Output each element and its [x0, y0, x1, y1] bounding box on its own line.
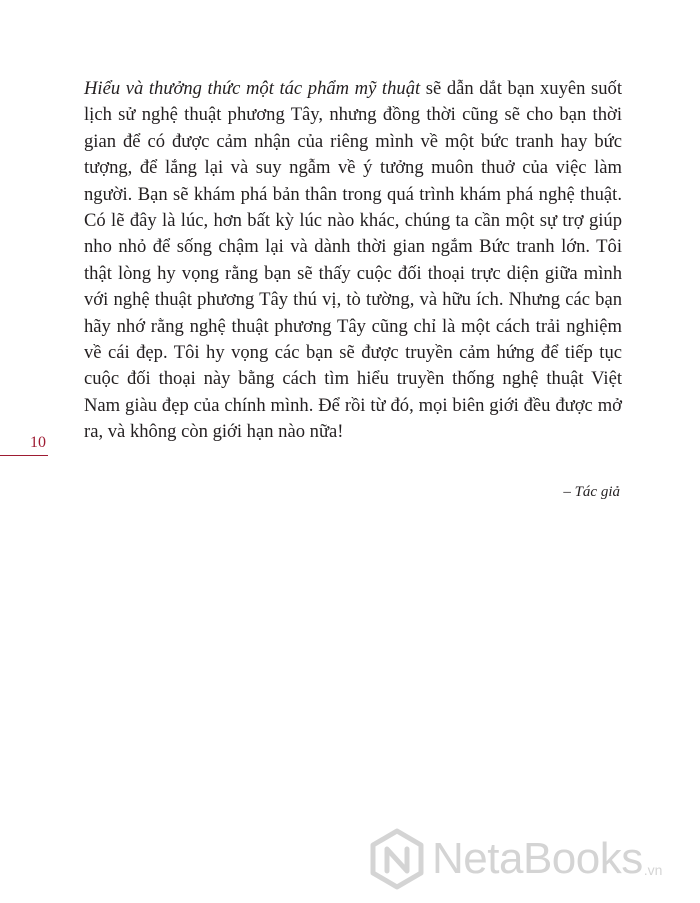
text-line: Hiểu và thưởng thức một tác phẩm mỹ thuật sẽ dẫn dắt bạn xuyên suốt [84, 78, 623, 99]
watermark [366, 824, 696, 894]
watermark-suffix: .vn [643, 862, 663, 878]
text-line: người. Bạn sẽ khám phá bản thân trong quá trình khám phá nghệ thuật. [84, 183, 622, 205]
text-line: hãy nhớ rằng nghệ thuật phương Tây cũng chỉ là một cách trải nghiệm [84, 315, 622, 337]
text-line: tượng, để lắng lại và suy ngẫm về ý tưởng muôn thuở của việc làm [84, 157, 622, 179]
text-line: nho nhỏ để sống chậm lại và dành thời gian ngắm Bức tranh lớn. Tôi [84, 236, 622, 258]
text-line: thật lòng hy vọng rằng bạn sẽ thấy cuộc đối thoại trực diện giữa mình [84, 262, 622, 284]
watermark-brand: NetaBooks [432, 834, 643, 883]
text-line: về cái đẹp. Tôi hy vọng các bạn sẽ được truyền cảm hứng để tiếp tục [84, 342, 622, 364]
text-line: Có lẽ đây là lúc, hơn bất kỳ lúc nào khác, chúng ta cần một sự trợ giúp [84, 210, 622, 232]
text-line: gian để có được cảm nhận của riêng mình về một bức tranh hay bức [84, 130, 622, 152]
text-line: cuộc đối thoại này bằng cách tìm hiểu truyền thống nghệ thuật Việt [84, 368, 622, 390]
text-line: với nghệ thuật phương Tây thú vị, tò tường, và hữu ích. Nhưng các bạn [84, 289, 622, 311]
text-line: Nam giàu đẹp của chính mình. Để rồi từ đó, mọi biên giới đều được mở [84, 394, 622, 416]
body-paragraph [84, 76, 622, 446]
netabooks-logo-icon [366, 828, 428, 890]
page-number-rule [0, 455, 48, 456]
italic-book-title: Hiểu và thưởng thức một tác phẩm mỹ thuật [84, 78, 421, 99]
text-line: lịch sử nghệ thuật phương Tây, nhưng đồng thời cũng sẽ cho bạn thời [84, 104, 622, 126]
page-number: 10 [30, 434, 46, 451]
text-line: ra, và không còn giới hạn nào nữa! [84, 421, 344, 443]
author-signature: – Tác giả [563, 484, 620, 500]
